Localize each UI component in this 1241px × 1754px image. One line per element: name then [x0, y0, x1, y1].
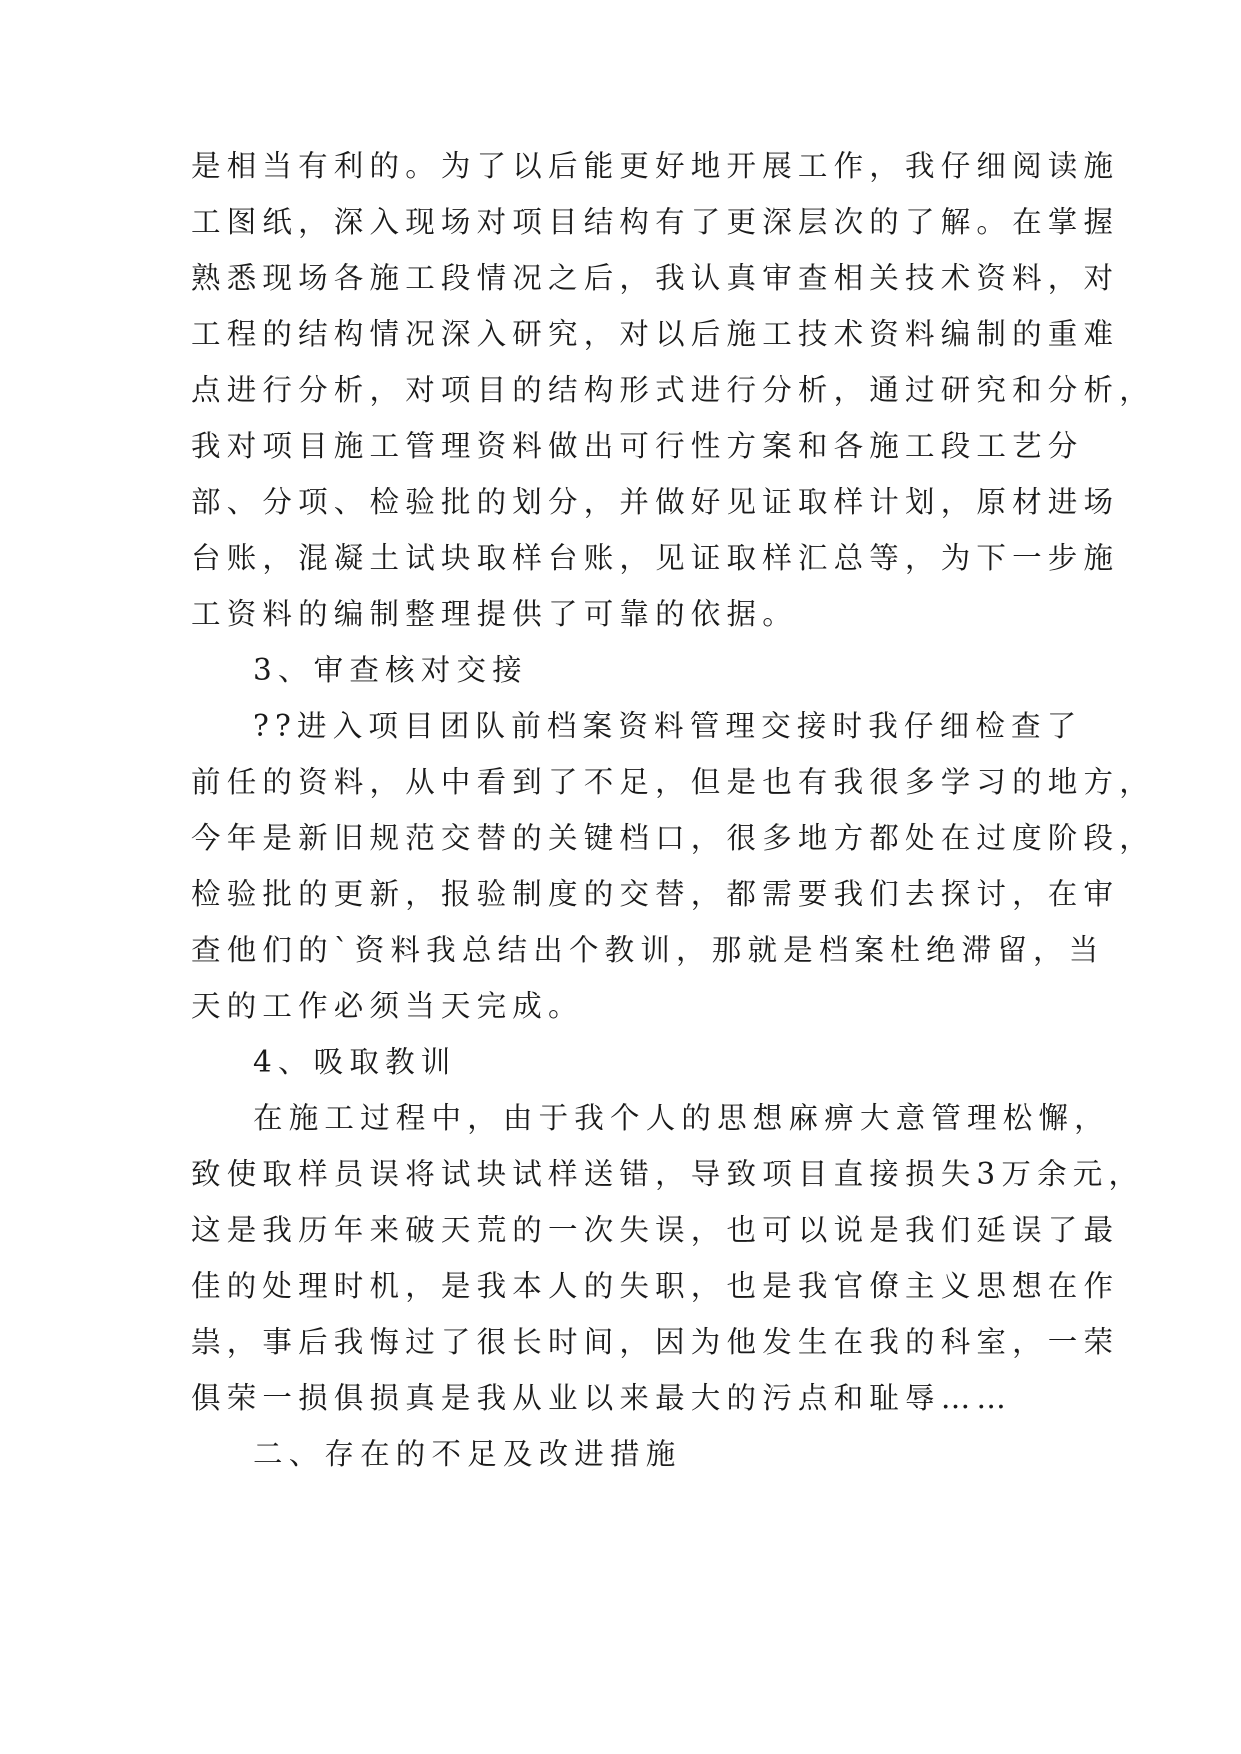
text-line-23: 俱荣一损俱损真是我从业以来最大的污点和耻辱…… [191, 1381, 1013, 1415]
text-line-6: 我对项目施工管理资料做出可行性方案和各施工段工艺分 [191, 429, 1084, 463]
text-line-11: ??进入项目团队前档案资料管理交接时我仔细检查了 [253, 709, 1083, 743]
text-line-12: 前任的资料，从中看到了不足，但是也有我很多学习的地方， [191, 765, 1155, 799]
text-line-1: 是相当有利的。为了以后能更好地开展工作，我仔细阅读施 [191, 149, 1120, 183]
text-line-16: 天的工作必须当天完成。 [191, 989, 584, 1023]
section-heading-4: 4、吸取教训 [253, 1045, 457, 1079]
text-line-3: 熟悉现场各施工段情况之后，我认真审查相关技术资料，对 [191, 261, 1120, 295]
text-line-2: 工图纸，深入现场对项目结构有了更深层次的了解。在掌握 [191, 205, 1120, 239]
text-line-21: 佳的处理时机，是我本人的失职，也是我官僚主义思想在作 [191, 1269, 1120, 1303]
text-line-5: 点进行分析，对项目的结构形式进行分析，通过研究和分析， [191, 373, 1155, 407]
text-line-22: 祟，事后我悔过了很长时间，因为他发生在我的科室，一荣 [191, 1325, 1120, 1359]
text-line-14: 检验批的更新，报验制度的交替，都需要我们去探讨，在审 [191, 877, 1120, 911]
section-heading-two: 二、存在的不足及改进措施 [253, 1437, 682, 1471]
text-line-8: 台账，混凝土试块取样台账，见证取样汇总等，为下一步施 [191, 541, 1120, 575]
text-line-18: 在施工过程中，由于我个人的思想麻痹大意管理松懈， [253, 1101, 1110, 1135]
text-line-15: 查他们的`资料我总结出个教训，那就是档案杜绝滞留，当 [191, 933, 1105, 967]
text-line-13: 今年是新旧规范交替的关键档口，很多地方都处在过度阶段， [191, 821, 1155, 855]
text-line-20: 这是我历年来破天荒的一次失误，也可以说是我们延误了最 [191, 1213, 1120, 1247]
text-line-4: 工程的结构情况深入研究，对以后施工技术资料编制的重难 [191, 317, 1120, 351]
text-line-19: 致使取样员误将试块试样送错，导致项目直接损失3万余元， [191, 1157, 1145, 1191]
section-heading-3: 3、审查核对交接 [253, 653, 528, 687]
text-line-7: 部、分项、检验批的划分，并做好见证取样计划，原材进场 [191, 485, 1120, 519]
text-line-9: 工资料的编制整理提供了可靠的依据。 [191, 597, 798, 631]
